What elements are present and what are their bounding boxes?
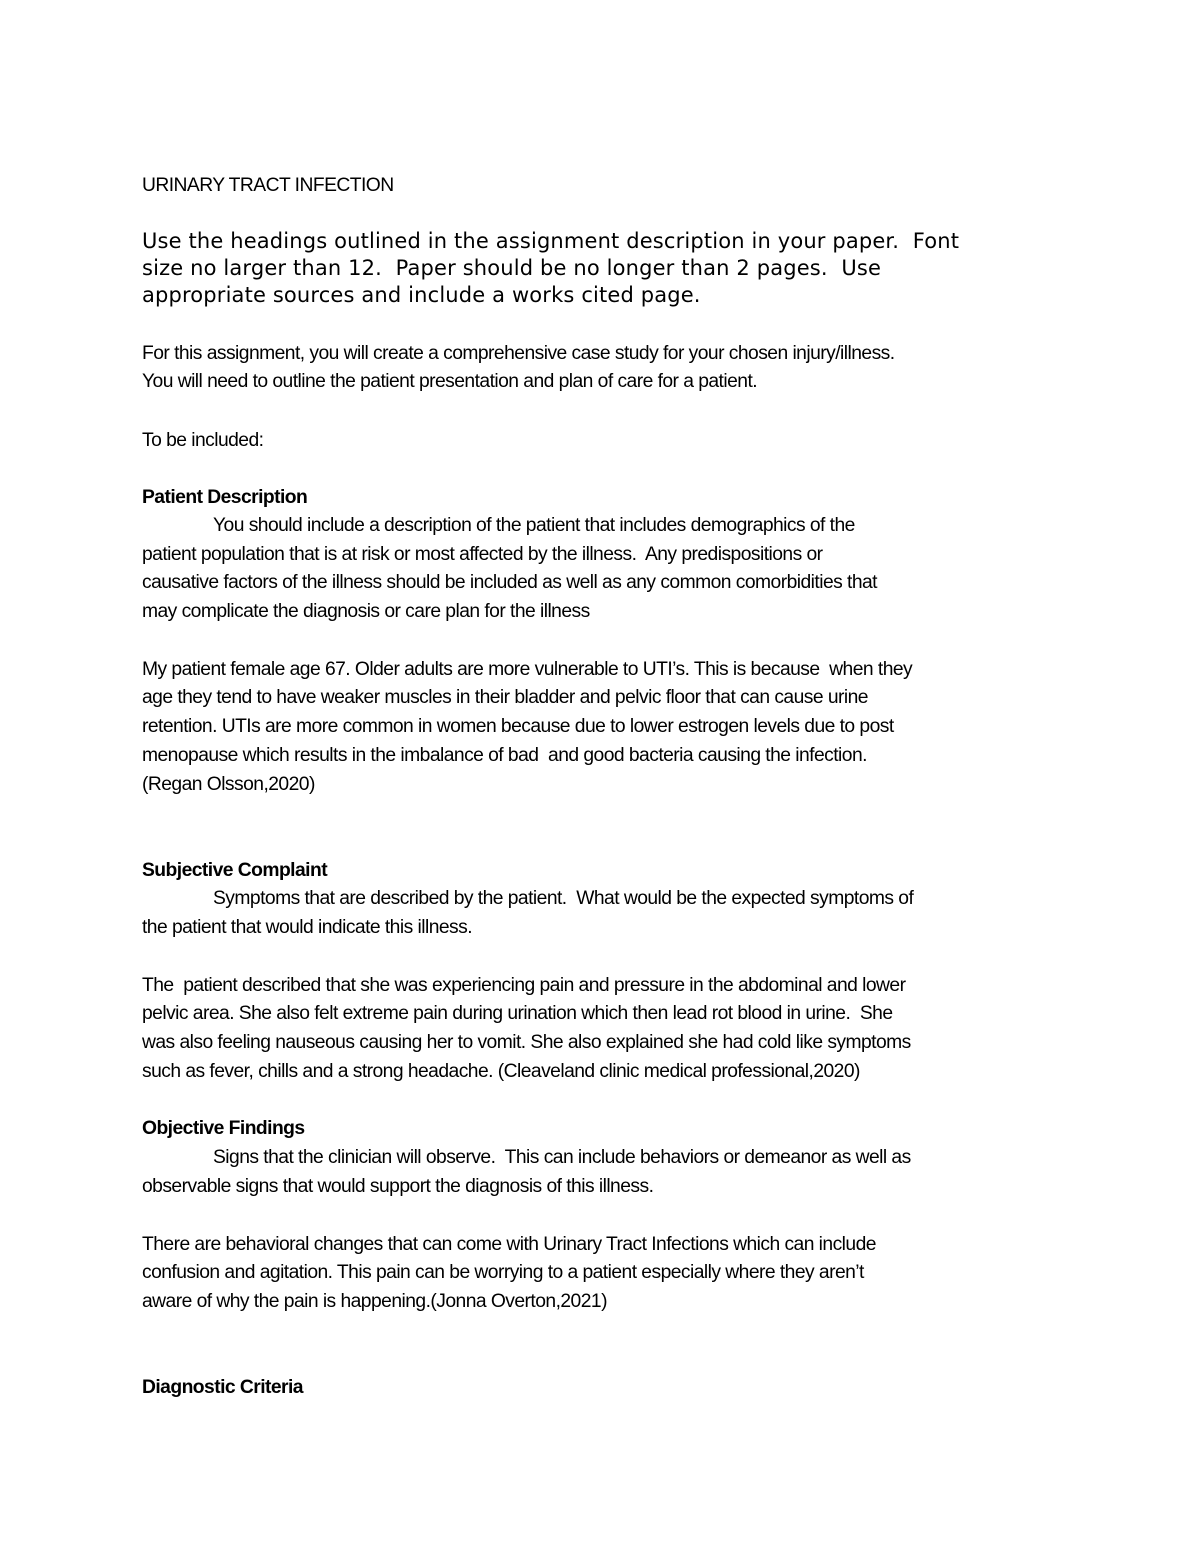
section-heading-patient-description: Patient Description	[142, 487, 308, 508]
objective-findings-prompt-line: Signs that the clinician will observe. This can include behaviors or demeanor as well as	[213, 1147, 911, 1168]
intro-line: size no larger than 12. Paper should be no longer than 2 pages. Use	[142, 256, 882, 280]
assignment-line: You will need to outline the patient presentation and plan of care for a patient.	[142, 371, 758, 392]
patient-description-answer-line: (Regan Olsson,2020)	[142, 774, 315, 795]
subjective-complaint-answer-line: such as fever, chills and a strong headache. (Cleaveland clinic medical professional,2020)	[142, 1061, 860, 1082]
assignment-line: For this assignment, you will create a comprehensive case study for your chosen injury/illness.	[142, 343, 895, 364]
subjective-complaint-answer-line: The patient described that she was experiencing pain and pressure in the abdominal and lower	[142, 975, 906, 996]
subjective-complaint-answer-line: pelvic area. She also felt extreme pain during urination which then lead rot blood in urine. She	[142, 1003, 893, 1024]
intro-line: Use the headings outlined in the assignment description in your paper. Font	[142, 229, 960, 253]
objective-findings-prompt-line: observable signs that would support the diagnosis of this illness.	[142, 1176, 654, 1197]
section-heading-objective-findings: Objective Findings	[142, 1118, 305, 1139]
patient-description-answer-line: My patient female age 67. Older adults are more vulnerable to UTI’s. This is because when they	[142, 659, 913, 680]
objective-findings-answer-line: confusion and agitation. This pain can be worrying to a patient especially where they aren’t	[142, 1262, 864, 1283]
patient-description-answer-line: retention. UTIs are more common in women because due to lower estrogen levels due to post	[142, 716, 894, 737]
patient-description-prompt-line: You should include a description of the patient that includes demographics of the	[213, 515, 855, 536]
intro-line: appropriate sources and include a works cited page.	[142, 283, 701, 307]
patient-description-prompt-line: causative factors of the illness should be included as well as any common comorbidities that	[142, 572, 877, 593]
section-heading-subjective-complaint: Subjective Complaint	[142, 860, 328, 881]
objective-findings-answer-line: There are behavioral changes that can come with Urinary Tract Infections which can include	[142, 1234, 876, 1255]
patient-description-prompt-line: may complicate the diagnosis or care plan for the illness	[142, 601, 590, 622]
patient-description-answer-line: menopause which results in the imbalance of bad and good bacteria causing the infection.	[142, 745, 867, 766]
section-heading-diagnostic-criteria: Diagnostic Criteria	[142, 1377, 303, 1398]
subjective-complaint-prompt-line: the patient that would indicate this illness.	[142, 917, 473, 938]
to-be-included-label: To be included:	[142, 430, 264, 451]
subjective-complaint-prompt-line: Symptoms that are described by the patient. What would be the expected symptoms of	[213, 888, 914, 909]
document-title: URINARY TRACT INFECTION	[142, 175, 394, 196]
objective-findings-answer-line: aware of why the pain is happening.(Jonna Overton,2021)	[142, 1291, 607, 1312]
subjective-complaint-answer-line: was also feeling nauseous causing her to vomit. She also explained she had cold like symptoms	[142, 1032, 911, 1053]
patient-description-answer-line: age they tend to have weaker muscles in their bladder and pelvic floor that can cause urine	[142, 687, 868, 708]
patient-description-prompt-line: patient population that is at risk or most affected by the illness. Any predispositions or	[142, 544, 823, 565]
